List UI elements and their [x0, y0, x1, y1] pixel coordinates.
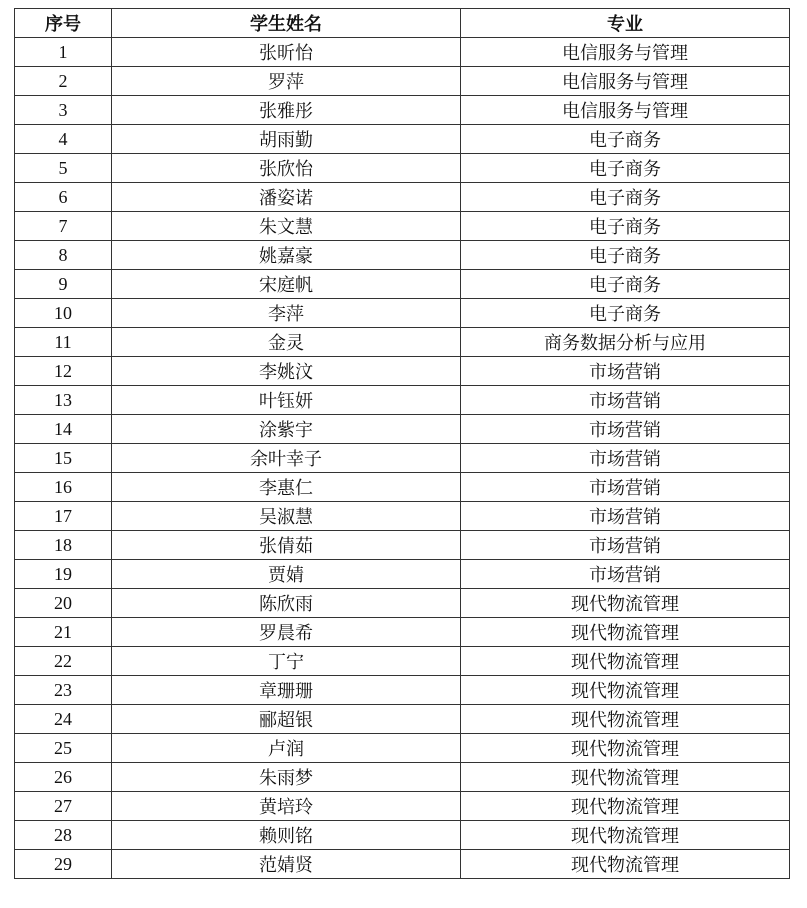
cell-student-name: 朱雨梦 — [112, 763, 461, 792]
table-row — [15, 357, 790, 386]
cell-index: 10 — [15, 299, 112, 328]
table-row — [15, 96, 790, 125]
cell-index: 28 — [15, 821, 112, 850]
cell-index: 5 — [15, 154, 112, 183]
table-row — [15, 386, 790, 415]
cell-index: 15 — [15, 444, 112, 473]
cell-index: 25 — [15, 734, 112, 763]
cell-student-name: 黄培玲 — [112, 792, 461, 821]
header-row — [15, 9, 790, 38]
table-row — [15, 821, 790, 850]
table-row — [15, 212, 790, 241]
cell-major: 市场营销 — [461, 560, 790, 589]
cell-index: 18 — [15, 531, 112, 560]
table-row — [15, 560, 790, 589]
table-row — [15, 125, 790, 154]
cell-major: 电子商务 — [461, 154, 790, 183]
cell-index: 8 — [15, 241, 112, 270]
cell-major: 市场营销 — [461, 531, 790, 560]
cell-major: 现代物流管理 — [461, 676, 790, 705]
table-row — [15, 502, 790, 531]
cell-index: 21 — [15, 618, 112, 647]
cell-student-name: 李惠仁 — [112, 473, 461, 502]
table-row — [15, 734, 790, 763]
cell-student-name: 胡雨勤 — [112, 125, 461, 154]
table-row — [15, 676, 790, 705]
table-header — [15, 9, 790, 38]
table-row — [15, 589, 790, 618]
cell-major: 市场营销 — [461, 473, 790, 502]
cell-major: 电信服务与管理 — [461, 38, 790, 67]
cell-major: 现代物流管理 — [461, 821, 790, 850]
cell-student-name: 张倩茹 — [112, 531, 461, 560]
cell-index: 20 — [15, 589, 112, 618]
cell-major: 电子商务 — [461, 299, 790, 328]
cell-index: 11 — [15, 328, 112, 357]
table-row — [15, 473, 790, 502]
cell-major: 电子商务 — [461, 125, 790, 154]
cell-major: 现代物流管理 — [461, 647, 790, 676]
cell-index: 23 — [15, 676, 112, 705]
cell-index: 3 — [15, 96, 112, 125]
cell-index: 26 — [15, 763, 112, 792]
cell-student-name: 李萍 — [112, 299, 461, 328]
table-row — [15, 705, 790, 734]
cell-index: 19 — [15, 560, 112, 589]
table-row — [15, 38, 790, 67]
cell-student-name: 丁宁 — [112, 647, 461, 676]
cell-major: 现代物流管理 — [461, 734, 790, 763]
table-row — [15, 531, 790, 560]
cell-major: 电信服务与管理 — [461, 96, 790, 125]
header-index: 序号 — [15, 9, 112, 38]
cell-student-name: 李姚汶 — [112, 357, 461, 386]
cell-index: 9 — [15, 270, 112, 299]
cell-student-name: 余叶幸子 — [112, 444, 461, 473]
table-row — [15, 270, 790, 299]
cell-student-name: 潘姿诺 — [112, 183, 461, 212]
cell-major: 电信服务与管理 — [461, 67, 790, 96]
cell-index: 13 — [15, 386, 112, 415]
cell-student-name: 姚嘉豪 — [112, 241, 461, 270]
cell-student-name: 叶钰妍 — [112, 386, 461, 415]
table-row — [15, 241, 790, 270]
cell-index: 29 — [15, 850, 112, 879]
cell-major: 现代物流管理 — [461, 705, 790, 734]
cell-student-name: 金灵 — [112, 328, 461, 357]
table-row — [15, 850, 790, 879]
cell-index: 17 — [15, 502, 112, 531]
cell-major: 市场营销 — [461, 386, 790, 415]
cell-index: 24 — [15, 705, 112, 734]
cell-student-name: 吴淑慧 — [112, 502, 461, 531]
table-row — [15, 618, 790, 647]
cell-major: 电子商务 — [461, 212, 790, 241]
cell-student-name: 郦超银 — [112, 705, 461, 734]
cell-student-name: 卢润 — [112, 734, 461, 763]
header-student-name: 学生姓名 — [112, 9, 461, 38]
cell-student-name: 范婧贤 — [112, 850, 461, 879]
cell-student-name: 张雅彤 — [112, 96, 461, 125]
cell-student-name: 贾婧 — [112, 560, 461, 589]
table-row — [15, 328, 790, 357]
cell-student-name: 章珊珊 — [112, 676, 461, 705]
table-row — [15, 792, 790, 821]
cell-major: 市场营销 — [461, 415, 790, 444]
cell-index: 6 — [15, 183, 112, 212]
cell-student-name: 罗晨希 — [112, 618, 461, 647]
table-row — [15, 763, 790, 792]
cell-major: 电子商务 — [461, 241, 790, 270]
cell-student-name: 罗萍 — [112, 67, 461, 96]
cell-student-name: 陈欣雨 — [112, 589, 461, 618]
cell-major: 电子商务 — [461, 270, 790, 299]
cell-index: 22 — [15, 647, 112, 676]
cell-student-name: 宋庭帆 — [112, 270, 461, 299]
header-major: 专业 — [461, 9, 790, 38]
table-body — [15, 38, 790, 879]
cell-major: 现代物流管理 — [461, 763, 790, 792]
cell-major: 现代物流管理 — [461, 589, 790, 618]
cell-major: 商务数据分析与应用 — [461, 328, 790, 357]
cell-major: 市场营销 — [461, 357, 790, 386]
cell-major: 市场营销 — [461, 502, 790, 531]
cell-index: 12 — [15, 357, 112, 386]
cell-major: 电子商务 — [461, 183, 790, 212]
table-row — [15, 67, 790, 96]
table-row — [15, 299, 790, 328]
cell-major: 现代物流管理 — [461, 850, 790, 879]
cell-major: 市场营销 — [461, 444, 790, 473]
table-row — [15, 415, 790, 444]
table-row — [15, 154, 790, 183]
cell-major: 现代物流管理 — [461, 618, 790, 647]
cell-student-name: 赖则铭 — [112, 821, 461, 850]
cell-index: 7 — [15, 212, 112, 241]
cell-index: 14 — [15, 415, 112, 444]
cell-index: 27 — [15, 792, 112, 821]
cell-major: 现代物流管理 — [461, 792, 790, 821]
cell-index: 1 — [15, 38, 112, 67]
cell-index: 4 — [15, 125, 112, 154]
cell-student-name: 朱文慧 — [112, 212, 461, 241]
cell-student-name: 张昕怡 — [112, 38, 461, 67]
cell-index: 16 — [15, 473, 112, 502]
table-row — [15, 647, 790, 676]
cell-index: 2 — [15, 67, 112, 96]
student-list-sheet — [14, 8, 789, 879]
cell-student-name: 张欣怡 — [112, 154, 461, 183]
cell-student-name: 涂紫宇 — [112, 415, 461, 444]
student-table — [14, 8, 790, 879]
table-row — [15, 183, 790, 212]
table-row — [15, 444, 790, 473]
